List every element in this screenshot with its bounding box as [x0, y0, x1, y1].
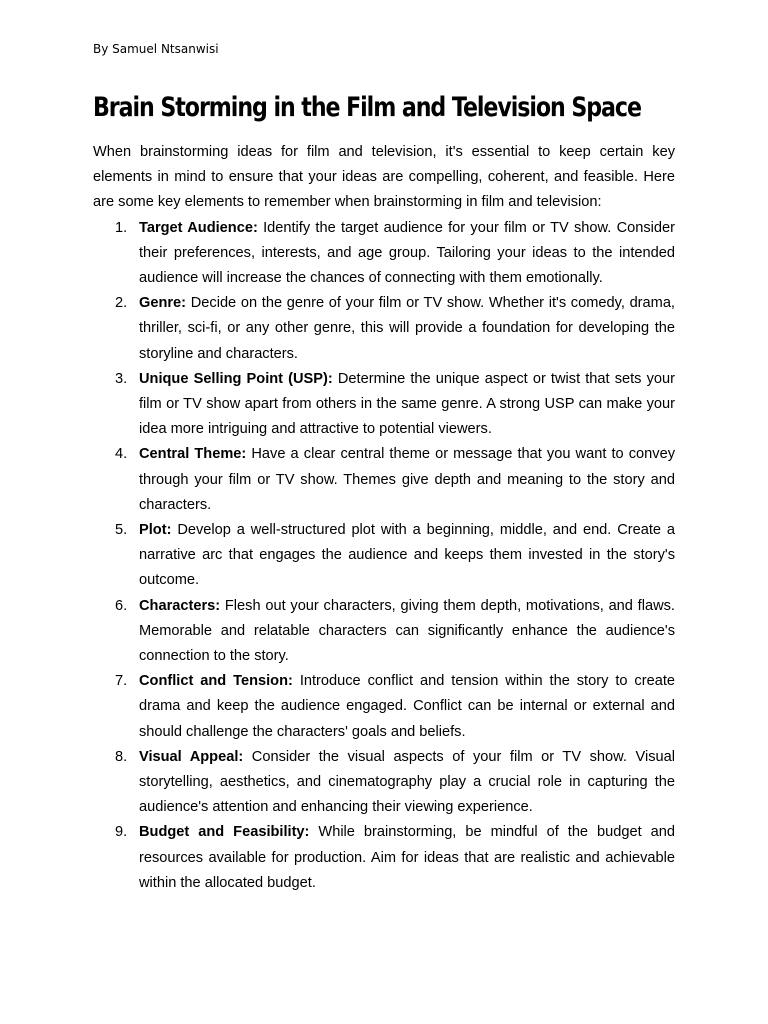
list-item	[93, 745, 675, 821]
list-item	[93, 594, 675, 670]
list-item	[93, 518, 675, 594]
list-item-number: 3.	[115, 370, 128, 387]
list-item-term: Characters:	[139, 597, 221, 614]
list-item-number: 5.	[115, 522, 128, 539]
list-item-term: Central Theme:	[139, 446, 247, 463]
key-elements-list	[93, 216, 675, 896]
list-item-text: Determine the unique aspect or twist that sets your film or TV show apart from others in the same genre. A strong USP can make your idea more intriguing and attractive to potential viewers.	[139, 370, 675, 438]
list-item-term: Target Audience:	[139, 219, 258, 236]
list-item-text: Develop a well-structured plot with a beginning, middle, and end. Create a narrative arc that engages the audience and keeps them invested in the story's outcome.	[139, 522, 675, 589]
list-item-number: 4.	[115, 446, 128, 463]
list-item	[93, 669, 675, 745]
list-item-text: Decide on the genre of your film or TV show. Whether it's comedy, drama, thriller, sci-fi, or any other genre, this will provide a foundation for developing the storyline and characters.	[139, 295, 675, 362]
list-item-number: 2.	[115, 295, 128, 312]
list-item-term: Visual Appeal:	[139, 748, 244, 765]
list-item-term: Conflict and Tension:	[139, 673, 293, 690]
list-item-text: Consider the visual aspects of your film or TV show. Visual storytelling, aesthetics, and cinematography play a crucial role in capturing the audience's attention and enhancing their viewing experience.	[139, 748, 675, 816]
list-item-text: Flesh out your characters, giving them depth, motivations, and flaws. Memorable and relatable characters can significantly enhance the audience's connection to the story.	[139, 597, 675, 665]
list-item	[93, 216, 675, 292]
document-body	[93, 140, 675, 896]
list-item-number: 6.	[115, 597, 128, 614]
list-item-term: Genre:	[139, 295, 187, 312]
intro-paragraph: When brainstorming ideas for film and television, it's essential to keep certain key elements in mind to ensure that your ideas are compelling, coherent, and feasible. Here are some key elements to remember when brainstorming in film and television:	[93, 144, 675, 211]
list-item-number: 1.	[115, 219, 128, 236]
list-item	[93, 442, 675, 518]
list-item	[93, 820, 675, 896]
list-item	[93, 367, 675, 443]
list-item-term: Unique Selling Point (USP):	[139, 370, 333, 387]
list-item-term: Plot:	[139, 522, 172, 539]
list-item-text: Have a clear central theme or message that you want to convey through your film or TV show. Themes give depth and meaning to the story and characters.	[139, 446, 675, 513]
author-byline: By Samuel Ntsanwisi	[93, 42, 219, 56]
list-item-text: While brainstorming, be mindful of the budget and resources available for production. Aim for ideas that are realistic and achievable within the allocated budget.	[139, 824, 676, 891]
list-item-number: 7.	[115, 673, 128, 690]
list-item-text: Introduce conflict and tension within the story to create drama and keep the audience engaged. Conflict can be internal or external and should challenge the characters' goals and beliefs.	[139, 673, 675, 740]
list-item-text: Identify the target audience for your film or TV show. Consider their preferences, interests, and age group. Tailoring your ideas to the intended audience will increase the chances of connecting with them emotionally.	[139, 219, 675, 287]
list-item-term: Budget and Feasibility:	[139, 824, 310, 841]
list-item-number: 9.	[115, 824, 128, 841]
list-item-number: 8.	[115, 748, 128, 765]
list-item	[93, 291, 675, 367]
document-title: Brain Storming in the Film and Television Space	[93, 92, 641, 123]
